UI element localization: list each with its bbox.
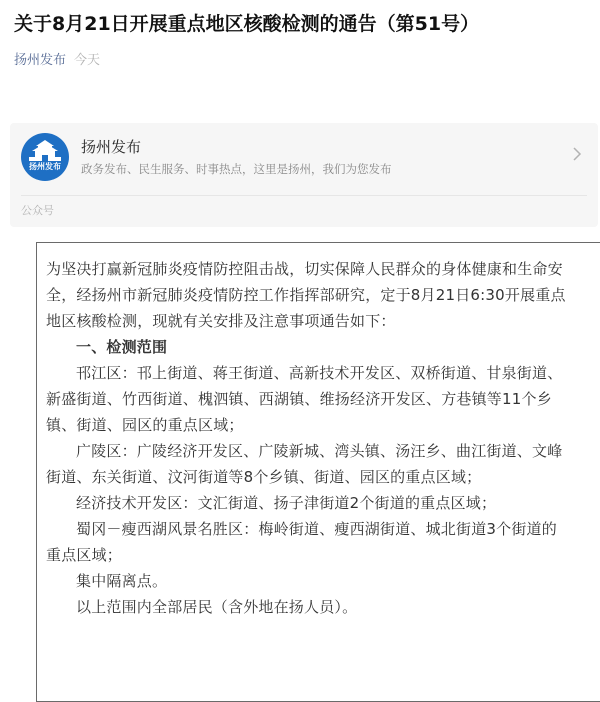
scope-residents: 以上范围内全部居民（含外地在扬人员）。 xyxy=(76,598,358,616)
account-name: 扬州发布 xyxy=(81,138,142,156)
scope-econ-zone: 经济技术开发区：文汇街道、扬子津街道2个街道的重点区域； xyxy=(76,494,497,512)
city-gate-logo-icon xyxy=(21,135,69,165)
article-meta xyxy=(14,52,100,70)
account-description: 政务发布、民生服务、时事热点，这里是扬州，我们为您发布 xyxy=(81,162,392,176)
avatar xyxy=(21,133,69,181)
chevron-right-icon xyxy=(570,147,584,161)
avatar-logo-text: 扬州发布 xyxy=(29,162,61,171)
publish-date: 今天 xyxy=(74,53,101,68)
author-link[interactable]: 扬州发布 xyxy=(14,53,67,68)
scope-quarantine: 集中隔离点。 xyxy=(76,572,168,590)
article-title: 关于8月21日开展重点地区核酸检测的通告（第51号） xyxy=(14,13,480,35)
card-divider xyxy=(21,195,587,196)
notice-intro: 为坚决打赢新冠肺炎疫情防控阻击战，切实保障人民群众的身体健康和生命安全，经扬州市新冠肺炎疫情防控工作指挥部研究，定于8月21日6:30开展重点地区核酸检测，现就有关安排及注意事项通告如下： xyxy=(46,260,566,330)
scope-guangling: 广陵区：广陵经济开发区、广陵新城、湾头镇、汤汪乡、曲江街道、文峰街道、东关街道、汶河街道等8个乡镇、街道、园区的重点区域； xyxy=(46,442,563,486)
scope-shugang: 蜀冈－瘦西湖风景名胜区：梅岭街道、瘦西湖街道、城北街道3个街道的重点区域； xyxy=(46,520,557,564)
section-heading-scope: 一、检测范围 xyxy=(76,338,168,356)
scope-hanjiang: 邗江区：邗上街道、蒋王街道、高新技术开发区、双桥街道、甘泉街道、新盛街道、竹西街道、槐泗镇、西湖镇、维扬经济开发区、方巷镇等11个乡镇、街道、园区的重点区域； xyxy=(46,364,563,434)
notice-body xyxy=(46,256,568,620)
account-card[interactable] xyxy=(10,123,598,227)
account-type-label: 公众号 xyxy=(21,204,54,217)
